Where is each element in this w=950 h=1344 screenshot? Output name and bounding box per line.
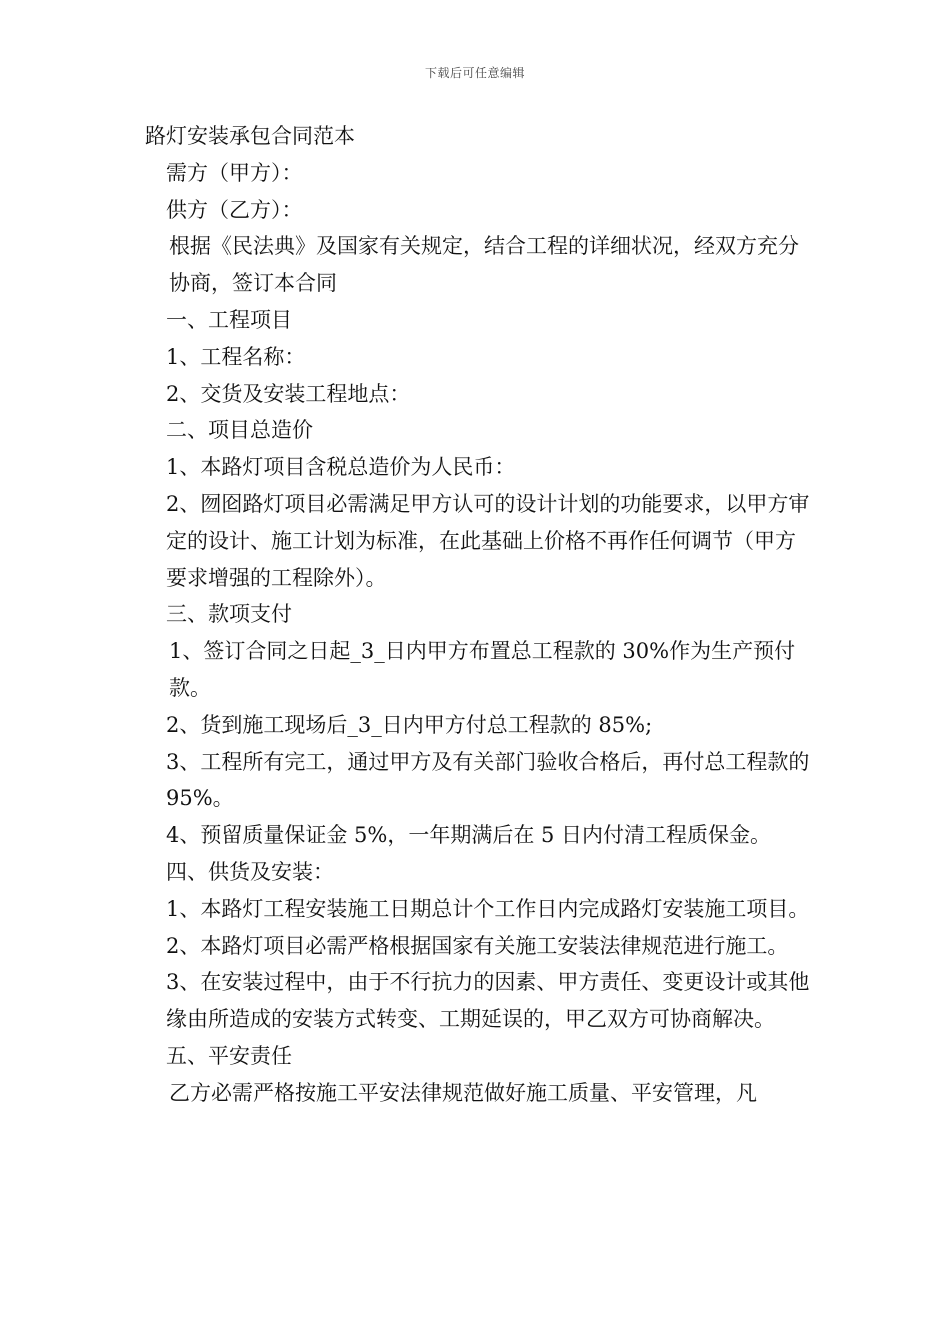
- paragraph: 2、货到施工现场后_3_日内甲方付总工程款的 85%;: [166, 712, 653, 737]
- paragraph: 1、本路灯工程安装施工日期总计个工作日内完成路灯安装施工项目。: [166, 896, 810, 921]
- paragraph: 需方（甲方）：: [166, 160, 303, 185]
- paragraph: 供方（乙方）：: [166, 197, 303, 222]
- paragraph: 根据《民法典》及国家有关规定，结合工程的详细状况，经双方充分协商，签订本合同: [169, 234, 799, 296]
- paragraph: 1、工程名称：: [166, 344, 306, 369]
- paragraph: 五、平安责任: [166, 1043, 292, 1068]
- paragraph: 乙方必需严格按施工平安法律规范做好施工质量、平安管理，凡: [169, 1080, 757, 1105]
- paragraph: 三、款项支付: [166, 602, 292, 627]
- paragraph: 3、工程所有完工，通过甲方及有关部门验收合格后，再付总工程款的 95%。: [166, 749, 810, 811]
- paragraph: 二、项目总造价: [166, 418, 313, 443]
- paragraph: 1、本路灯项目含税总造价为人民币：: [166, 455, 516, 480]
- paragraph: 一、工程项目: [166, 307, 292, 332]
- paragraph: 1、签订合同之日起_3_日内甲方布置总工程款的 30%作为生产预付款。: [169, 639, 796, 700]
- document-title: 路灯安装承包合同范本: [145, 124, 355, 148]
- paragraph: 2、囫囵路灯项目必需满足甲方认可的设计计划的功能要求，以甲方审定的设计、施工计划为标准，在此基础上价格不再作任何调节（甲方要求增强的工程除外）。: [166, 491, 810, 590]
- paragraph: 四、供货及安装：: [166, 859, 334, 884]
- header-note: 下载后可任意编辑: [424, 66, 525, 80]
- paragraph: 2、本路灯项目必需严格根据国家有关施工安装法律规范进行施工。: [166, 933, 789, 958]
- document-body: [145, 118, 810, 1112]
- paragraph: 4、预留质量保证金 5%，一年期满后在 5 日内付清工程质保金。: [166, 823, 772, 848]
- paragraph: 3、在安装过程中，由于不行抗力的因素、甲方责任、变更设计或其他缘由所造成的安装方式转变、工期延误的，甲乙双方可协商解决。: [166, 970, 810, 1032]
- paragraph: 2、交货及安装工程地点：: [166, 381, 411, 406]
